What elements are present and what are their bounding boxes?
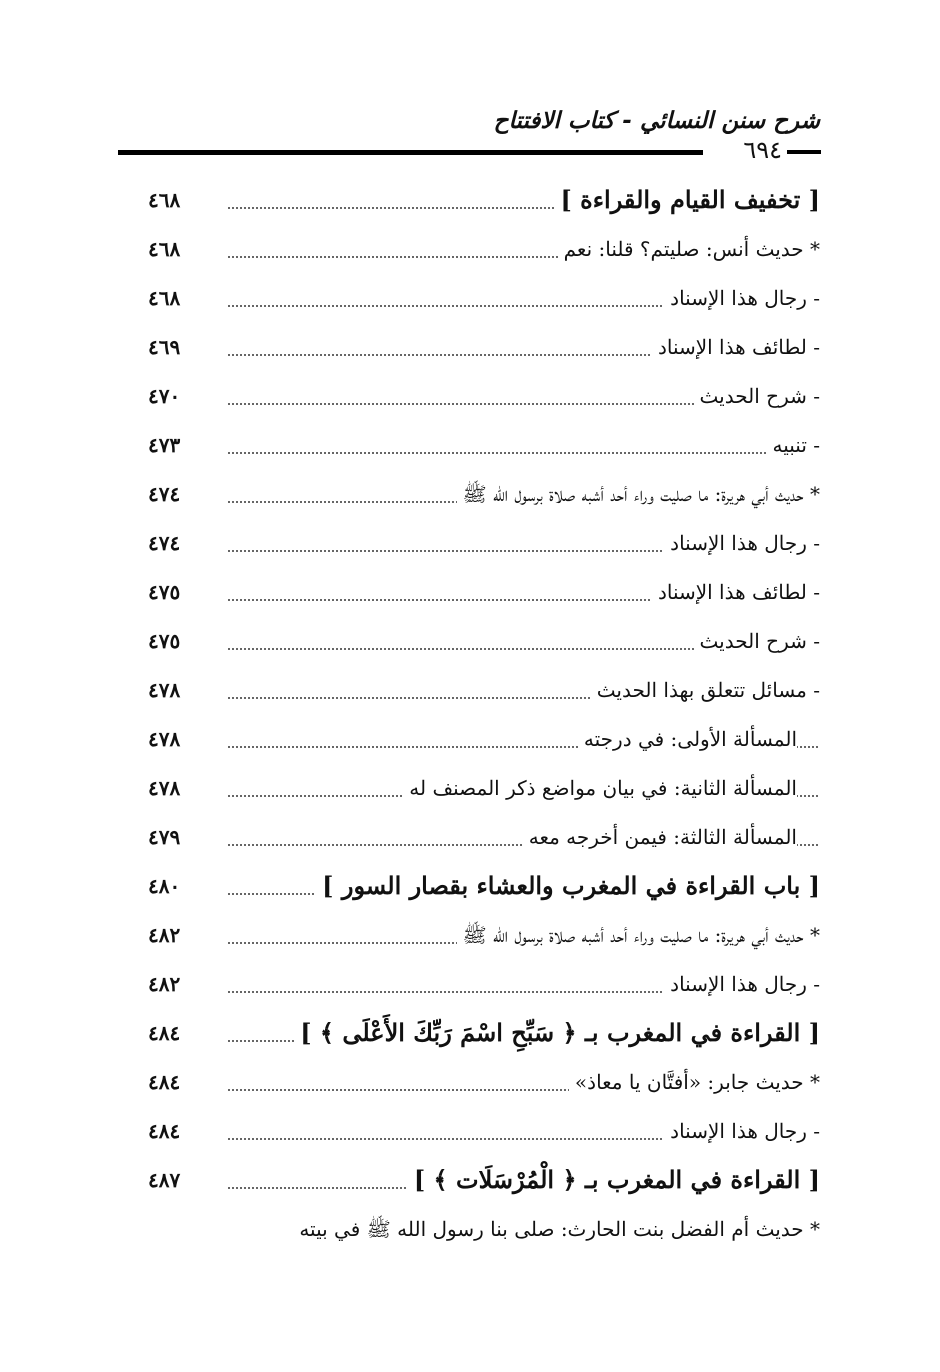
entry-page-number: ٤٧٥ xyxy=(148,629,181,653)
toc-entry xyxy=(0,1062,940,1102)
entry-page-number: ٤٧٣ xyxy=(148,433,181,457)
entry-title: * حديث أبي هريرة: ما صليت وراء أحد أشبه صلاة برسول الله ﷺ xyxy=(457,474,820,514)
entry-title: - شرح الحديث xyxy=(694,376,820,416)
entry-page-number: ٤٧٩ xyxy=(148,825,181,849)
toc-entry xyxy=(0,670,940,710)
entry-page-number: ٤٨٠ xyxy=(148,874,181,898)
entry-title: المسألة الأولى: في درجته xyxy=(578,719,797,759)
entry-title: [ القراءة في المغرب بـ ﴿ الْمُرْسَلَات ﴾ ] xyxy=(408,1160,820,1200)
toc-entry xyxy=(0,719,940,759)
toc-entry xyxy=(0,621,940,661)
toc-entry xyxy=(0,768,940,808)
entry-page-number: ٤٨٢ xyxy=(148,972,181,996)
entry-page-number: ٤٨٤ xyxy=(148,1070,181,1094)
entry-title: المسألة الثالثة: فيمن أخرجه معه xyxy=(523,817,797,857)
toc-heading xyxy=(0,1013,940,1053)
toc-entry xyxy=(0,964,940,1004)
entry-page-number: ٤٧٥ xyxy=(148,580,181,604)
entry-title: - رجال هذا الإسناد xyxy=(664,1111,820,1151)
entry-title: - شرح الحديث xyxy=(694,621,820,661)
toc-entry xyxy=(0,523,940,563)
entry-title: - رجال هذا الإسناد xyxy=(664,278,820,318)
entry-title: - لطائف هذا الإسناد xyxy=(652,572,820,612)
toc-entry xyxy=(0,229,940,269)
entry-page-number: ٤٨٤ xyxy=(148,1021,181,1045)
toc-entry xyxy=(0,1111,940,1151)
entry-page-number: ٤٦٩ xyxy=(148,335,181,359)
entry-page-number: ٤٦٨ xyxy=(148,188,181,212)
entry-page-number: ٤٧٨ xyxy=(148,727,181,751)
entry-page-number: ٤٦٨ xyxy=(148,237,181,261)
entry-page-number: ٤٨٢ xyxy=(148,923,181,947)
running-header-title: شرح سنن النسائي - كتاب الافتتاح xyxy=(493,108,820,134)
entry-title: * حديث أنس: صليتم؟ قلنا: نعم xyxy=(558,229,820,269)
entry-title: المسألة الثانية: في بيان مواضع ذكر المصنف له xyxy=(403,768,797,808)
entry-title: * حديث أم الفضل بنت الحارث: صلى بنا رسول الله ﷺ في بيته xyxy=(293,1209,820,1249)
entry-page-number: ٤٧٠ xyxy=(148,384,181,408)
entry-title: [ القراءة في المغرب بـ ﴿ سَبِّحِ اسْمَ رَبِّكَ الأَعْلَى ﴾ ] xyxy=(294,1013,820,1053)
toc-entry xyxy=(0,915,940,955)
toc-entry xyxy=(0,817,940,857)
toc-entry xyxy=(0,474,940,514)
entry-title: [ تخفيف القيام والقراءة ] xyxy=(554,180,820,220)
entry-page-number: ٤٦٨ xyxy=(148,286,181,310)
entry-page-number: ٤٨٤ xyxy=(148,1119,181,1143)
toc-entry xyxy=(0,278,940,318)
entry-page-number: ٤٧٤ xyxy=(148,482,181,506)
entry-title: - رجال هذا الإسناد xyxy=(664,523,820,563)
entry-title: - لطائف هذا الإسناد xyxy=(652,327,820,367)
entry-page-number: ٤٨٧ xyxy=(148,1168,181,1192)
toc-entry xyxy=(0,327,940,367)
entry-title: - رجال هذا الإسناد xyxy=(664,964,820,1004)
toc-heading xyxy=(0,866,940,906)
toc-entry xyxy=(0,1209,940,1249)
toc-entry xyxy=(0,572,940,612)
entry-page-number: ٤٧٤ xyxy=(148,531,181,555)
page-number: ٦٩٤ xyxy=(743,136,782,164)
entry-title: - تنبيه xyxy=(766,425,820,465)
entry-title: - مسائل تتعلق بهذا الحديث xyxy=(591,670,820,710)
dot-leader xyxy=(228,452,818,454)
toc-heading xyxy=(0,1160,940,1200)
toc-entry xyxy=(0,376,940,416)
entry-title: [ باب القراءة في المغرب والعشاء بقصار السور ] xyxy=(316,866,820,906)
entry-title: * حديث أبي هريرة: ما صليت وراء أحد أشبه صلاة برسول الله ﷺ xyxy=(457,915,820,955)
entry-page-number: ٤٧٨ xyxy=(148,678,181,702)
toc-entry xyxy=(0,425,940,465)
entry-title: * حديث جابر: «أفتَّان يا معاذ» xyxy=(569,1062,820,1102)
toc-heading xyxy=(0,180,940,220)
entry-page-number: ٤٧٨ xyxy=(148,776,181,800)
